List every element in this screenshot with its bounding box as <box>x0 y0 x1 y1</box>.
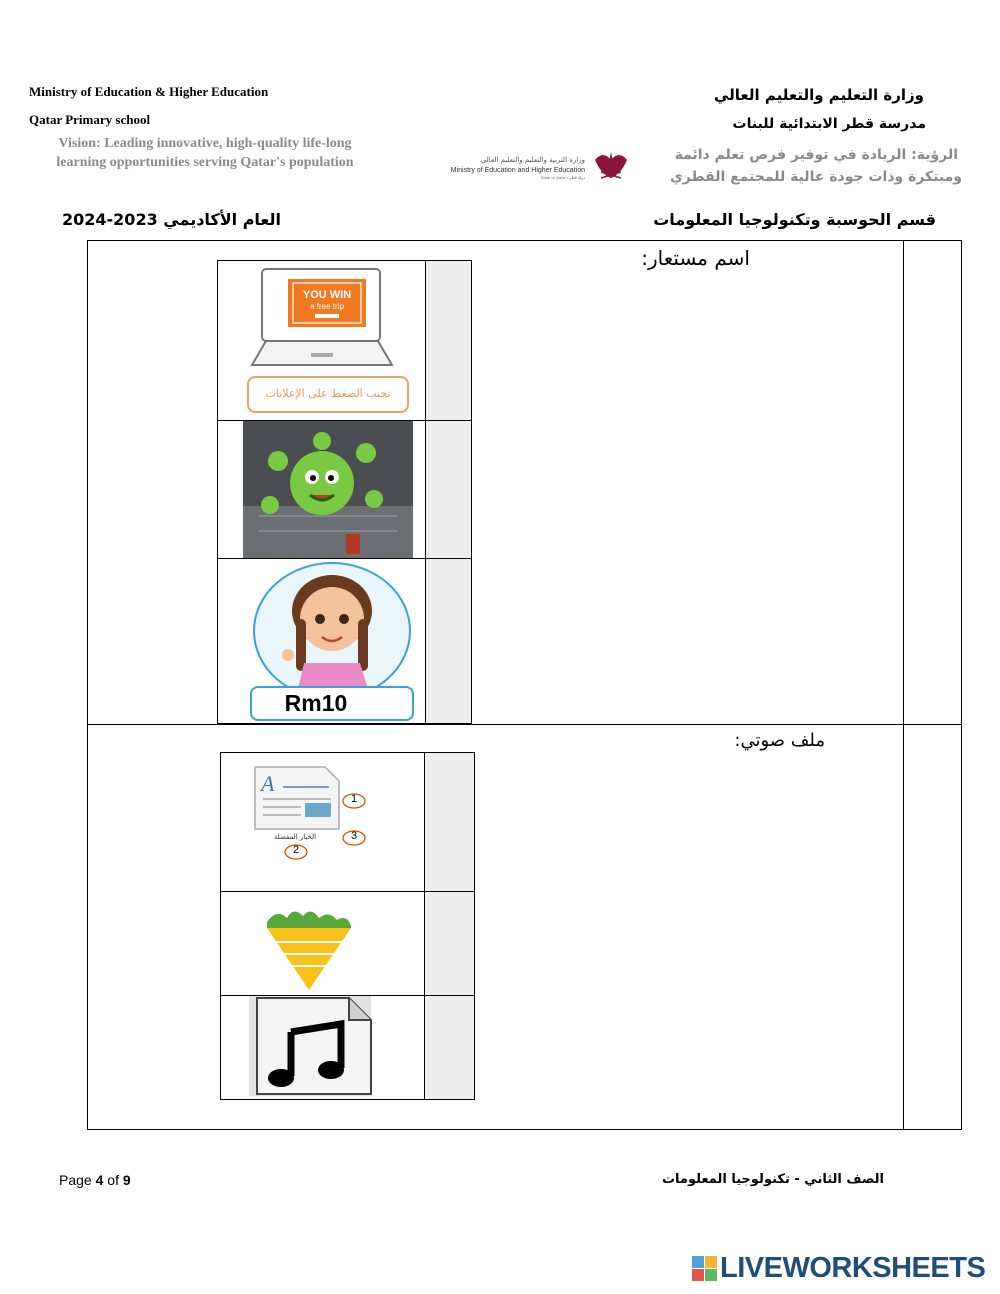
card-music <box>220 995 425 1100</box>
svg-text:Ministry of Education and High: Ministry of Education and Higher Education <box>450 167 585 174</box>
ad-caption: تجنب الضغط على الإعلانات <box>265 387 391 400</box>
school-name-ar: مدرسة قطر الابتدائية للبنات <box>732 116 926 132</box>
answer-box-1[interactable] <box>425 260 472 421</box>
section2-label: ملف صوتي: <box>734 730 825 751</box>
vision-ar-line1: الرؤية: الريادة في توفير فرص تعلم دائمة <box>674 147 958 163</box>
liveworksheets-icon <box>692 1256 718 1282</box>
step-number-1: 1 <box>350 793 358 805</box>
section1-label: اسم مستعار: <box>641 246 750 270</box>
course-title: الصف الثاني - تكنولوجيا المعلومات <box>661 1172 884 1187</box>
ministry-name-en: Ministry of Education & Higher Education <box>29 84 269 99</box>
svg-text:A: A <box>261 771 275 796</box>
answer-box-6[interactable] <box>424 995 475 1100</box>
card-carrot <box>220 891 425 996</box>
step-number-3: 3 <box>350 830 358 842</box>
table-column-divider <box>903 240 904 1130</box>
ministry-logo <box>405 150 635 182</box>
vision-en: Vision: Leading innovative, high-quality life-long learning opportunities serving Qatar's population <box>56 136 354 170</box>
music-file-icon <box>221 996 424 1099</box>
card-ads <box>217 260 426 421</box>
table-row-divider <box>87 724 962 725</box>
ad-screen-title: YOU WIN <box>302 289 352 301</box>
document-icon <box>221 753 424 891</box>
card-virus <box>217 420 426 559</box>
page-of: of <box>103 1172 123 1188</box>
emblem-icon <box>405 150 635 182</box>
ministry-name-ar: وزارة التعليم والتعليم العالي <box>713 86 924 104</box>
page-number <box>59 1172 131 1188</box>
school-name-en: Qatar Primary school <box>29 112 151 127</box>
svg-text:State of Qatar • دولة قطر: State of Qatar • دولة قطر <box>540 175 585 180</box>
document-caption: الخيار المفضلة <box>273 833 317 841</box>
page-total: 9 <box>122 1172 131 1188</box>
svg-text:وزارة التربية والتعليم والتعلي: وزارة التربية والتعليم والتعليم العالي <box>480 156 585 164</box>
page-prefix: Page <box>59 1172 96 1188</box>
answer-box-4[interactable] <box>424 752 475 892</box>
virus-icon <box>218 421 425 558</box>
department-title: قسم الحوسبة وتكنولوجيا المعلومات <box>653 210 936 229</box>
ad-screen-subtitle: a free trip <box>310 302 344 311</box>
academic-year: العام الأكاديمي 2023-2024 <box>62 210 281 229</box>
card-girl <box>217 558 426 724</box>
brand-name: LIVEWORKSHEETS <box>720 1252 986 1284</box>
step-number-2: 2 <box>292 844 300 856</box>
carrot-icon <box>221 892 424 995</box>
price-tag: Rm10 <box>284 690 348 716</box>
answer-box-3[interactable] <box>425 558 472 724</box>
answer-box-2[interactable] <box>425 420 472 559</box>
answer-box-5[interactable] <box>424 891 475 996</box>
page-current: 4 <box>95 1172 104 1188</box>
card-document <box>220 752 425 892</box>
vision-ar-line2: ومبتكرة وذات جودة عالية للمجتمع القطري <box>669 169 962 185</box>
